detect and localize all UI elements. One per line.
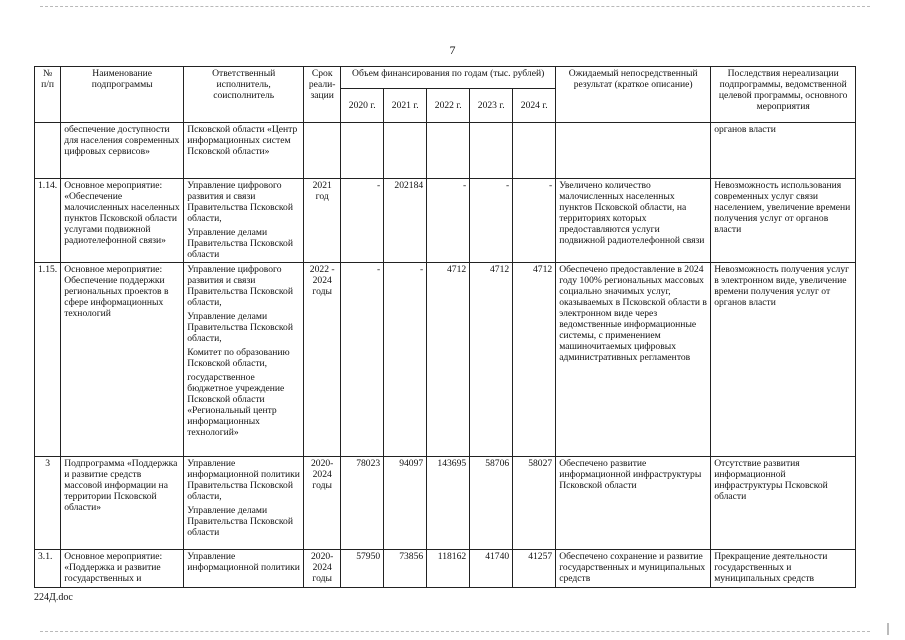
row-executor — [184, 263, 304, 457]
executor-item: Псковской области «Центр информационных систем Псковской области» — [187, 124, 298, 157]
row-term — [304, 123, 341, 179]
row-term: 2020-2024 годы — [304, 550, 341, 588]
header-num: № п/п — [35, 67, 61, 123]
header-financing: Объем финансирования по годам (тыс. рублей) — [341, 67, 556, 89]
table-row — [35, 263, 856, 457]
row-value-2023: - — [470, 179, 513, 263]
header-year: 2021 г. — [384, 89, 427, 123]
row-name: обеспечение доступности для населения современных цифровых сервисов» — [61, 123, 184, 179]
row-term: 2021 год — [304, 179, 341, 263]
executor-item: Управление информационной политики Правительства Псковской области, — [187, 458, 300, 502]
row-value-2023: 41740 — [470, 550, 513, 588]
row-num — [35, 123, 61, 179]
executor-item: Управление делами Правительства Псковской области — [187, 505, 293, 538]
row-executor — [184, 550, 304, 588]
row-name: Основное мероприятие: «Поддержка и развитие государственных и — [61, 550, 184, 588]
header-result: Ожидаемый непосредственный результат (краткое описание) — [556, 67, 711, 123]
executor-item: Управление делами Правительства Псковской области — [187, 227, 293, 260]
row-result — [556, 123, 711, 179]
row-value-2020: - — [341, 179, 384, 263]
row-executor — [184, 179, 304, 263]
row-value-2021: 73856 — [384, 550, 427, 588]
table-row — [35, 123, 856, 179]
executor-item: Управление цифрового развития и связи Правительства Псковской области, — [187, 180, 293, 224]
row-value-2022: - — [427, 179, 470, 263]
row-value-2024: 4712 — [513, 263, 556, 457]
table-row — [35, 550, 856, 588]
executor-item: государственное бюджетное учреждение Псковской области «Региональный центр информационных технологий» — [187, 372, 285, 438]
row-value-2021: 202184 — [384, 179, 427, 263]
row-consequences: Невозможность использования современных услуг связи населением, увеличение времени получения услуг от органов власти — [711, 179, 856, 263]
row-value-2024: 41257 — [513, 550, 556, 588]
row-consequences: Отсутствие развития информационной инфраструктуры Псковской области — [711, 457, 856, 550]
program-table — [34, 66, 856, 588]
header-year: 2024 г. — [513, 89, 556, 123]
row-value-2022: 118162 — [427, 550, 470, 588]
row-value-2020: 78023 — [341, 457, 384, 550]
row-executor — [184, 457, 304, 550]
executor-item: Управление цифрового развития и связи Правительства Псковской области, — [187, 264, 293, 308]
row-result: Увеличено количество малочисленных населенных пунктов Псковской области, на территориях которых предоставляются услуги подвижной радиотелефонной связи — [556, 179, 711, 263]
row-value-2020: 57950 — [341, 550, 384, 588]
row-num: 3 — [35, 457, 61, 550]
scan-artifact-bottom — [40, 631, 870, 632]
row-name: Основное мероприятие: Обеспечение поддержки региональных проектов в сфере информационных технологий — [61, 263, 184, 457]
row-consequences: органов власти — [711, 123, 856, 179]
row-num: 1.14. — [35, 179, 61, 263]
scan-edge-mark — [887, 623, 889, 635]
page-number: 7 — [449, 43, 456, 57]
row-value-2023 — [470, 123, 513, 179]
executor-item: Управление делами Правительства Псковской области, — [187, 311, 293, 344]
row-value-2024 — [513, 123, 556, 179]
row-value-2023: 58706 — [470, 457, 513, 550]
header-row-1 — [35, 67, 856, 89]
row-result: Обеспечено развитие информационной инфраструктуры Псковской области — [556, 457, 711, 550]
row-value-2020: - — [341, 263, 384, 457]
row-value-2022 — [427, 123, 470, 179]
executor-item: Комитет по образованию Псковской области, — [187, 347, 290, 369]
row-name: Основное мероприятие: «Обеспечение малочисленных населенных пунктов Псковской области услугами подвижной радиотелефонной связи» — [61, 179, 184, 263]
row-value-2023: 4712 — [470, 263, 513, 457]
header-term: Срок реали-зации — [304, 67, 341, 123]
row-value-2022: 4712 — [427, 263, 470, 457]
row-value-2021: 94097 — [384, 457, 427, 550]
row-consequences: Невозможность получения услуг в электронном виде, увеличение времени получения услуг от органов власти — [711, 263, 856, 457]
row-value-2024: 58027 — [513, 457, 556, 550]
header-executor: Ответственный исполнитель, соисполнитель — [184, 67, 304, 123]
row-value-2024: - — [513, 179, 556, 263]
document-filename: 224Д.doc — [34, 592, 73, 603]
row-value-2021: - — [384, 263, 427, 457]
header-consequences: Последствия нереализации подпрограммы, ведомственной целевой программы, основного мероприятия — [711, 67, 856, 123]
row-num: 3.1. — [35, 550, 61, 588]
row-term: 2020-2024 годы — [304, 457, 341, 550]
row-term: 2022 - 2024 годы — [304, 263, 341, 457]
row-name: Подпрограмма «Поддержка и развитие средств массовой информации на территории Псковской области» — [61, 457, 184, 550]
scan-artifact-top — [40, 6, 870, 7]
row-value-2020 — [341, 123, 384, 179]
executor-item: Управление информационной политики — [187, 551, 300, 573]
table-row — [35, 179, 856, 263]
row-num: 1.15. — [35, 263, 61, 457]
row-executor — [184, 123, 304, 179]
row-value-2021 — [384, 123, 427, 179]
row-result: Обеспечено сохранение и развитие государственных и муниципальных средств — [556, 550, 711, 588]
row-value-2022: 143695 — [427, 457, 470, 550]
header-year: 2023 г. — [470, 89, 513, 123]
row-consequences: Прекращение деятельности государственных и муниципальных средств — [711, 550, 856, 588]
header-name: Наименование подпрограммы — [61, 67, 184, 123]
header-year: 2022 г. — [427, 89, 470, 123]
row-result: Обеспечено предоставление в 2024 году 100% региональных массовых социально значимых услуг, оказываемых в Псковской области в электронном виде через ведомственные информационные системы, с применением машиночитаемых цифровых административных регламентов — [556, 263, 711, 457]
header-year: 2020 г. — [341, 89, 384, 123]
table-row — [35, 457, 856, 550]
